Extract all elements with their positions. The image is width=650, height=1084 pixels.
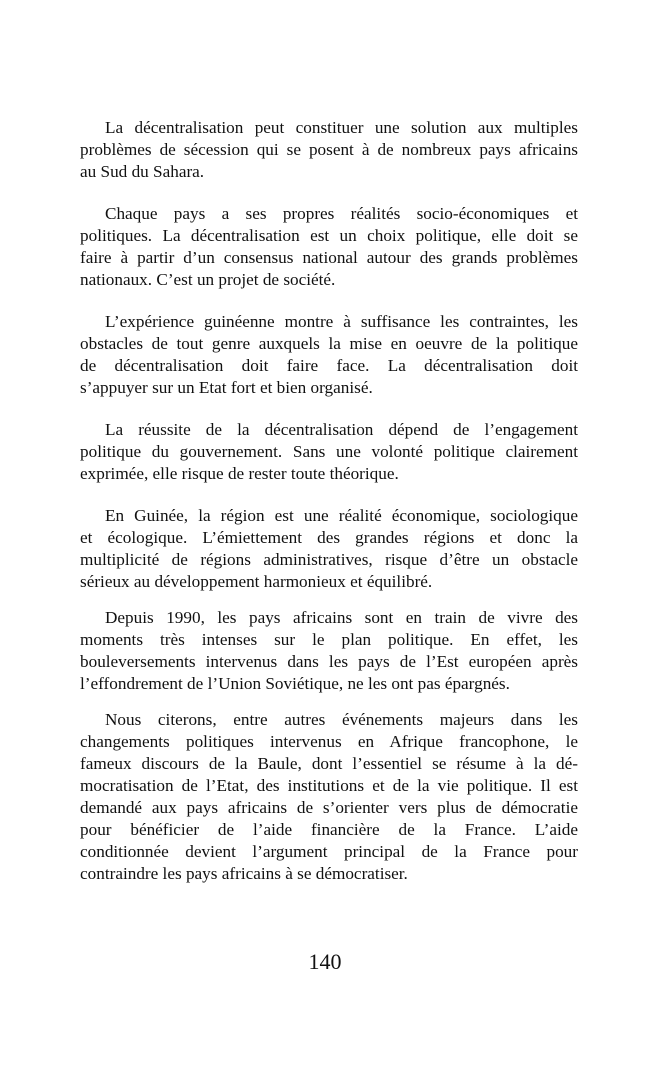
text-line: exprimée, elle risque de rester toute théorique. <box>80 464 399 483</box>
paragraph <box>80 505 578 593</box>
paragraph <box>80 607 578 695</box>
text-line: problèmes de sécession qui se posent à de nombreux pays africains <box>80 140 578 159</box>
text-line: contraindre les pays africains à se démocratiser. <box>80 864 408 883</box>
paragraph <box>80 419 578 485</box>
text-line: pour bénéficier de l’aide financière de la France. L’aide <box>80 820 578 839</box>
text-line: Depuis 1990, les pays africains sont en train de vivre des <box>105 608 578 627</box>
text-line: moments très intenses sur le plan politique. En effet, les <box>80 630 578 649</box>
text-line: Nous citerons, entre autres événements majeurs dans les <box>105 710 578 729</box>
page-number: 140 <box>308 949 342 974</box>
text-line: politiques. La décentralisation est un choix politique, elle doit se <box>80 226 578 245</box>
text-line: sérieux au développement harmonieux et équilibré. <box>80 572 433 591</box>
text-line: La réussite de la décentralisation dépend de l’engagement <box>105 420 578 439</box>
text-line: L’expérience guinéenne montre à suffisance les contraintes, les <box>105 312 578 331</box>
text-line: l’effondrement de l’Union Soviétique, ne les ont pas épargnés. <box>80 674 510 693</box>
text-line: En Guinée, la région est une réalité économique, sociologique <box>105 506 578 525</box>
paragraph <box>80 709 578 885</box>
text-line: conditionnée devient l’argument principal de la France pour <box>80 842 578 861</box>
text-line: multiplicité de régions administratives, risque d’être un obstacle <box>80 550 578 569</box>
text-line: de décentralisation doit faire face. La décentralisation doit <box>80 356 578 375</box>
text-line: obstacles de tout genre auxquels la mise en oeuvre de la politique <box>80 334 578 353</box>
text-line: faire à partir d’un consensus national autour des grands problèmes <box>80 248 578 267</box>
text-line: mocratisation de l’Etat, des institutions et de la vie politique. Il est <box>80 776 578 795</box>
paragraph <box>80 311 578 399</box>
text-line: nationaux. C’est un projet de société. <box>80 270 336 289</box>
text-line: Chaque pays a ses propres réalités socio-économiques et <box>105 204 578 223</box>
paragraph <box>80 203 578 291</box>
text-line: demandé aux pays africains de s’orienter vers plus de démocratie <box>80 798 578 817</box>
text-line: s’appuyer sur un Etat fort et bien organisé. <box>80 378 373 397</box>
text-line: et écologique. L’émiettement des grandes régions et donc la <box>80 528 578 547</box>
text-line: au Sud du Sahara. <box>80 162 205 181</box>
text-line: La décentralisation peut constituer une solution aux multiples <box>105 118 578 137</box>
text-line: bouleversements intervenus dans les pays de l’Est européen après <box>80 652 578 671</box>
text-line: changements politiques intervenus en Afrique francophone, le <box>80 732 578 751</box>
text-line: fameux discours de la Baule, dont l’essentiel se résume à la dé- <box>80 754 578 773</box>
text-line: politique du gouvernement. Sans une volonté politique clairement <box>80 442 578 461</box>
paragraph <box>80 117 578 183</box>
